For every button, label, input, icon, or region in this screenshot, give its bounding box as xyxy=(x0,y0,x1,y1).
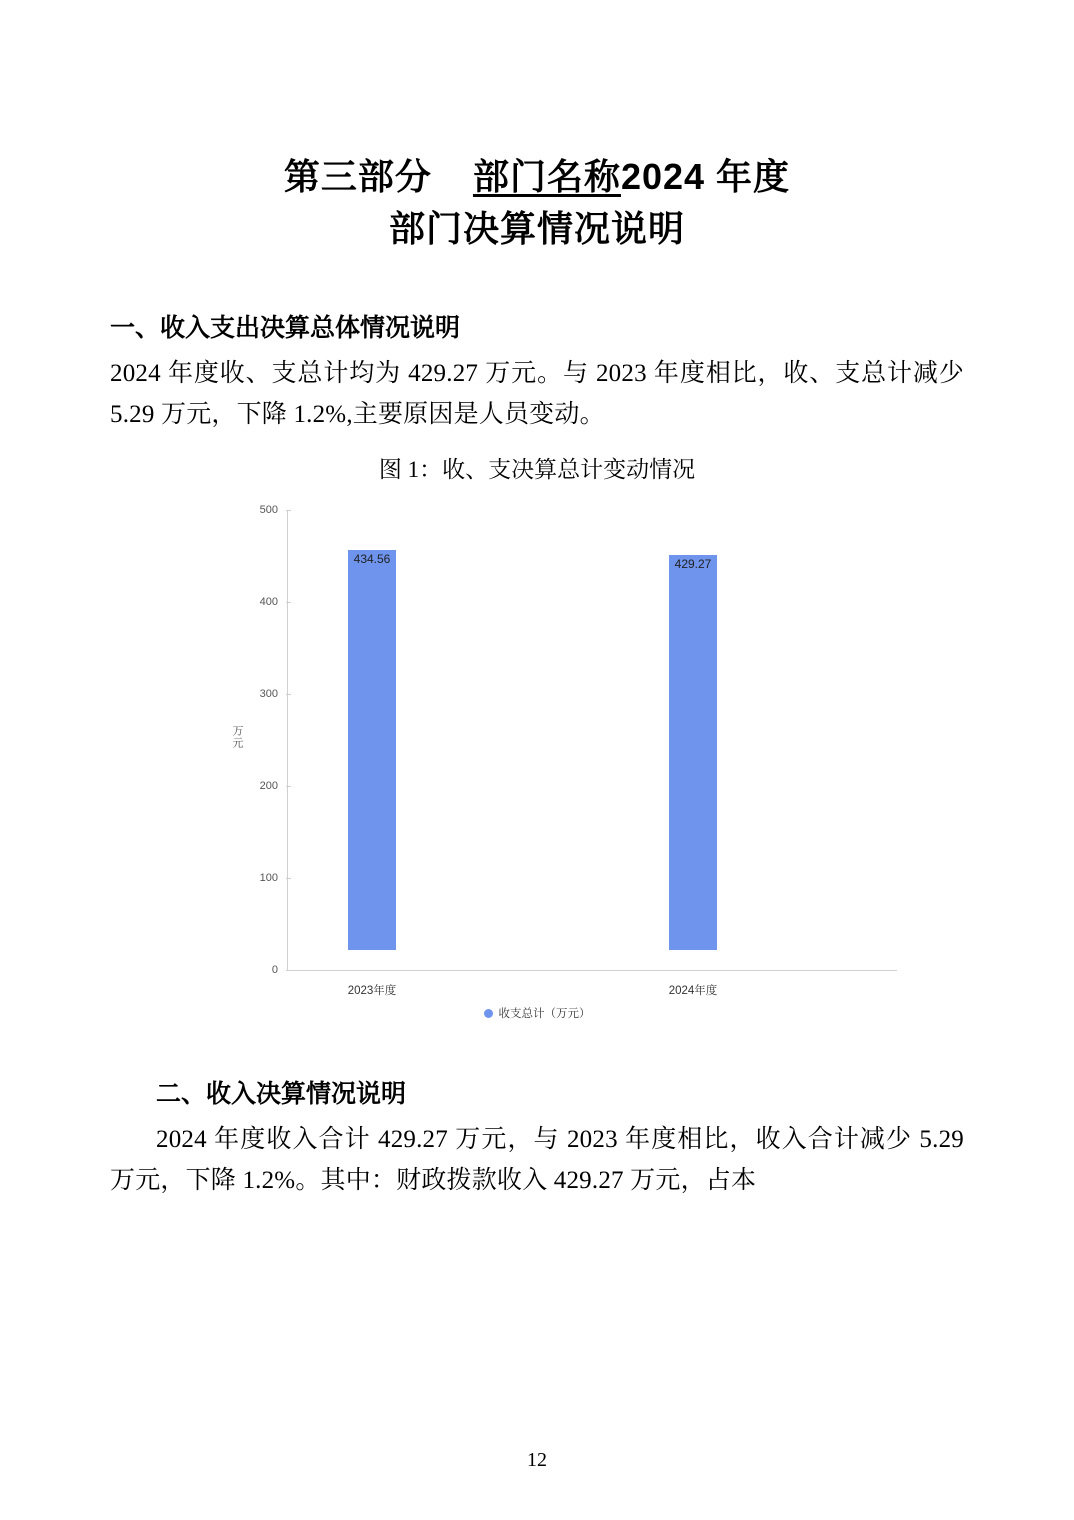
title-part-suffix: 2024 年度 xyxy=(620,156,791,197)
bar-chart xyxy=(167,500,907,1020)
chart-x-axis xyxy=(287,970,897,971)
title-part-department: 部门名称 xyxy=(472,156,621,197)
y-axis-title: 万元 xyxy=(231,725,243,750)
chart-legend xyxy=(167,1005,907,1021)
x-tick-label-2024: 2024年度 xyxy=(668,985,718,998)
page-number: 12 xyxy=(527,1449,547,1471)
section-heading-1: 一、收入支出决算总体情况说明 xyxy=(110,314,461,343)
bar-2024 xyxy=(669,555,717,950)
y-tick-label: 200 xyxy=(259,780,278,793)
y-tick-label: 100 xyxy=(259,872,278,885)
x-tick-label-2023: 2023年度 xyxy=(347,985,397,998)
bar-value-label-2024: 429.27 xyxy=(674,557,712,572)
y-tick-label: 400 xyxy=(259,596,278,609)
y-tick-label: 300 xyxy=(259,688,278,701)
chart-y-axis xyxy=(287,510,288,970)
section-paragraph-2: 2024 年度收入合计 429.27 万元，与 2023 年度相比，收入合计减少 5.29 万元，下降 1.2%。其中：财政拨款收入 429.27 万元，占本 xyxy=(110,1126,964,1194)
figure-caption: 图 1：收、支决算总计变动情况 xyxy=(378,457,696,483)
section-paragraph-1: 2024 年度收、支总计均为 429.27 万元。与 2023 年度相比，收、支总计减少 5.29 万元，下降 1.2%,主要原因是人员变动。 xyxy=(110,360,964,428)
y-tick-label: 500 xyxy=(259,504,278,517)
bar-value-label-2023: 434.56 xyxy=(353,552,391,567)
bar-2023 xyxy=(348,550,396,950)
page-title-line2: 部门决算情况说明 xyxy=(388,208,685,249)
section-heading-2: 二、收入决算情况说明 xyxy=(156,1080,407,1109)
title-part-prefix: 第三部分 xyxy=(283,156,432,197)
page-title xyxy=(110,150,964,204)
legend-label: 收支总计（万元） xyxy=(498,1008,591,1021)
y-tick-label: 0 xyxy=(271,964,278,977)
legend-swatch-icon xyxy=(484,1009,493,1018)
